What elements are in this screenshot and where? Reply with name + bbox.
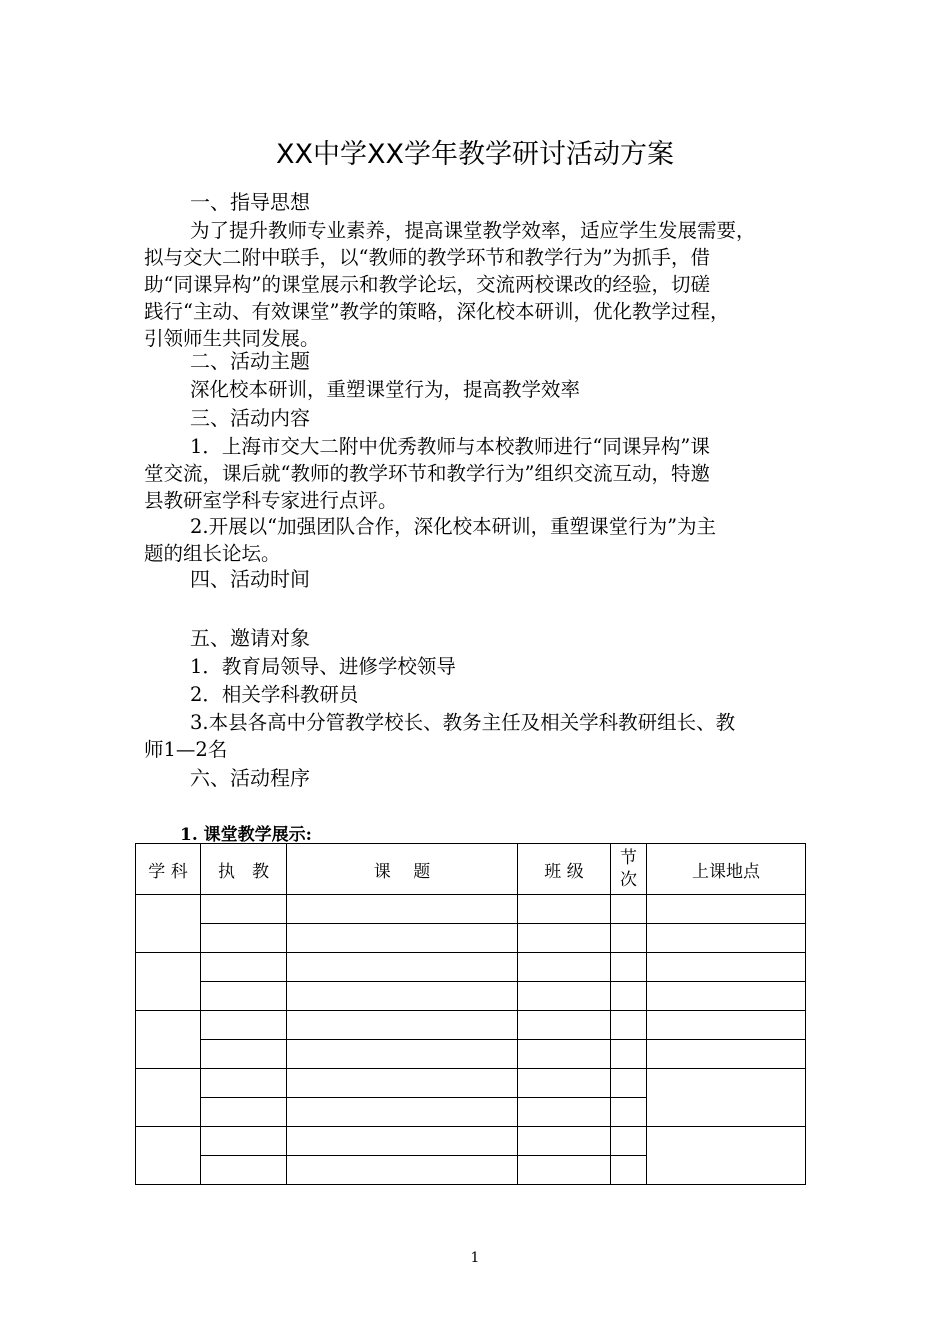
topic-cell[interactable] <box>287 1069 518 1098</box>
topic-cell[interactable] <box>287 1127 518 1156</box>
topic-cell[interactable] <box>287 895 518 924</box>
heading-activity-content: 三、活动内容 <box>190 406 310 430</box>
topic-cell[interactable] <box>287 1098 518 1127</box>
table-row <box>136 895 806 924</box>
paragraph-line: 2．相关学科教研员 <box>190 683 359 706</box>
header-topic: 课 题 <box>287 844 518 895</box>
paragraph-line: 助“同课异构”的课堂展示和教学论坛，交流两校课改的经验，切磋 <box>144 273 710 296</box>
teacher-cell[interactable] <box>201 1069 287 1098</box>
location-cell[interactable] <box>647 1040 806 1069</box>
heading-activity-theme: 二、活动主题 <box>190 349 310 373</box>
table-row <box>136 982 806 1011</box>
table-row <box>136 1069 806 1098</box>
paragraph-line: 题的组长论坛。 <box>144 542 281 565</box>
paragraph-line: 1．教育局领导、进修学校领导 <box>190 655 456 678</box>
period-cell[interactable] <box>611 953 647 982</box>
class-cell[interactable] <box>518 1098 611 1127</box>
period-cell[interactable] <box>611 1098 647 1127</box>
page-number: 1 <box>470 1250 480 1266</box>
table-row <box>136 1127 806 1156</box>
paragraph-line: 县教研室学科专家进行点评。 <box>144 489 398 512</box>
header-subject: 学 科 <box>136 844 201 895</box>
class-cell[interactable] <box>518 953 611 982</box>
class-cell[interactable] <box>518 1040 611 1069</box>
table-row <box>136 1011 806 1040</box>
paragraph-line: 堂交流，课后就“教师的教学环节和教学行为”组织交流互动，特邀 <box>144 462 710 485</box>
table-row <box>136 924 806 953</box>
subject-cell[interactable] <box>136 953 201 1011</box>
paragraph-line: 为了提升教师专业素养，提高课堂教学效率，适应学生发展需要， <box>190 219 756 242</box>
class-cell[interactable] <box>518 982 611 1011</box>
paragraph-line: 引领师生共同发展。 <box>144 327 320 350</box>
period-cell[interactable] <box>611 1156 647 1185</box>
heading-invitees: 五、邀请对象 <box>190 626 310 650</box>
period-cell[interactable] <box>611 924 647 953</box>
paragraph-line: 深化校本研训，重塑课堂行为，提高教学效率 <box>190 378 581 401</box>
topic-cell[interactable] <box>287 953 518 982</box>
table-caption: 1. 课堂教学展示: <box>180 825 312 845</box>
topic-cell[interactable] <box>287 1040 518 1069</box>
teacher-cell[interactable] <box>201 895 287 924</box>
location-cell[interactable] <box>647 953 806 982</box>
paragraph-line: 1．上海市交大二附中优秀教师与本校教师进行“同课异构”课 <box>190 435 710 458</box>
teacher-cell[interactable] <box>201 953 287 982</box>
location-cell[interactable] <box>647 924 806 953</box>
class-cell[interactable] <box>518 1156 611 1185</box>
heading-activity-procedure: 六、活动程序 <box>190 766 310 790</box>
class-cell[interactable] <box>518 1011 611 1040</box>
heading-guiding-ideology: 一、指导思想 <box>190 190 310 214</box>
teacher-cell[interactable] <box>201 1156 287 1185</box>
period-cell[interactable] <box>611 1127 647 1156</box>
location-cell[interactable] <box>647 895 806 924</box>
period-cell[interactable] <box>611 1011 647 1040</box>
header-class: 班 级 <box>518 844 611 895</box>
period-cell[interactable] <box>611 982 647 1011</box>
table-row <box>136 1040 806 1069</box>
location-cell[interactable] <box>647 1127 806 1185</box>
period-cell[interactable] <box>611 1069 647 1098</box>
location-cell[interactable] <box>647 1069 806 1127</box>
topic-cell[interactable] <box>287 1156 518 1185</box>
header-period: 节次 <box>611 844 647 895</box>
table-header-row <box>136 844 806 895</box>
schedule-table <box>135 843 806 1185</box>
paragraph-line: 2.开展以“加强团队合作，深化校本研训，重塑课堂行为”为主 <box>190 515 717 538</box>
topic-cell[interactable] <box>287 1011 518 1040</box>
location-cell[interactable] <box>647 982 806 1011</box>
paragraph-line: 拟与交大二附中联手，以“教师的教学环节和教学行为”为抓手，借 <box>144 246 710 269</box>
location-cell[interactable] <box>647 1011 806 1040</box>
subject-cell[interactable] <box>136 1011 201 1069</box>
header-teacher: 执 教 <box>201 844 287 895</box>
table-row <box>136 953 806 982</box>
teacher-cell[interactable] <box>201 982 287 1011</box>
teacher-cell[interactable] <box>201 1040 287 1069</box>
paragraph-line: 师1—2名 <box>144 738 228 761</box>
class-cell[interactable] <box>518 1127 611 1156</box>
paragraph-line: 践行“主动、有效课堂”教学的策略，深化校本研训，优化教学过程， <box>144 300 730 323</box>
subject-cell[interactable] <box>136 1127 201 1185</box>
class-cell[interactable] <box>518 895 611 924</box>
period-cell[interactable] <box>611 895 647 924</box>
class-cell[interactable] <box>518 1069 611 1098</box>
header-location: 上课地点 <box>647 844 806 895</box>
paragraph-line: 3.本县各高中分管教学校长、教务主任及相关学科教研组长、教 <box>190 711 736 734</box>
subject-cell[interactable] <box>136 895 201 953</box>
teacher-cell[interactable] <box>201 1098 287 1127</box>
document-title: XX中学XX学年教学研讨活动方案 <box>276 139 674 170</box>
class-cell[interactable] <box>518 924 611 953</box>
topic-cell[interactable] <box>287 924 518 953</box>
teacher-cell[interactable] <box>201 924 287 953</box>
subject-cell[interactable] <box>136 1069 201 1127</box>
period-cell[interactable] <box>611 1040 647 1069</box>
teacher-cell[interactable] <box>201 1127 287 1156</box>
topic-cell[interactable] <box>287 982 518 1011</box>
teacher-cell[interactable] <box>201 1011 287 1040</box>
heading-activity-time: 四、活动时间 <box>190 567 310 591</box>
